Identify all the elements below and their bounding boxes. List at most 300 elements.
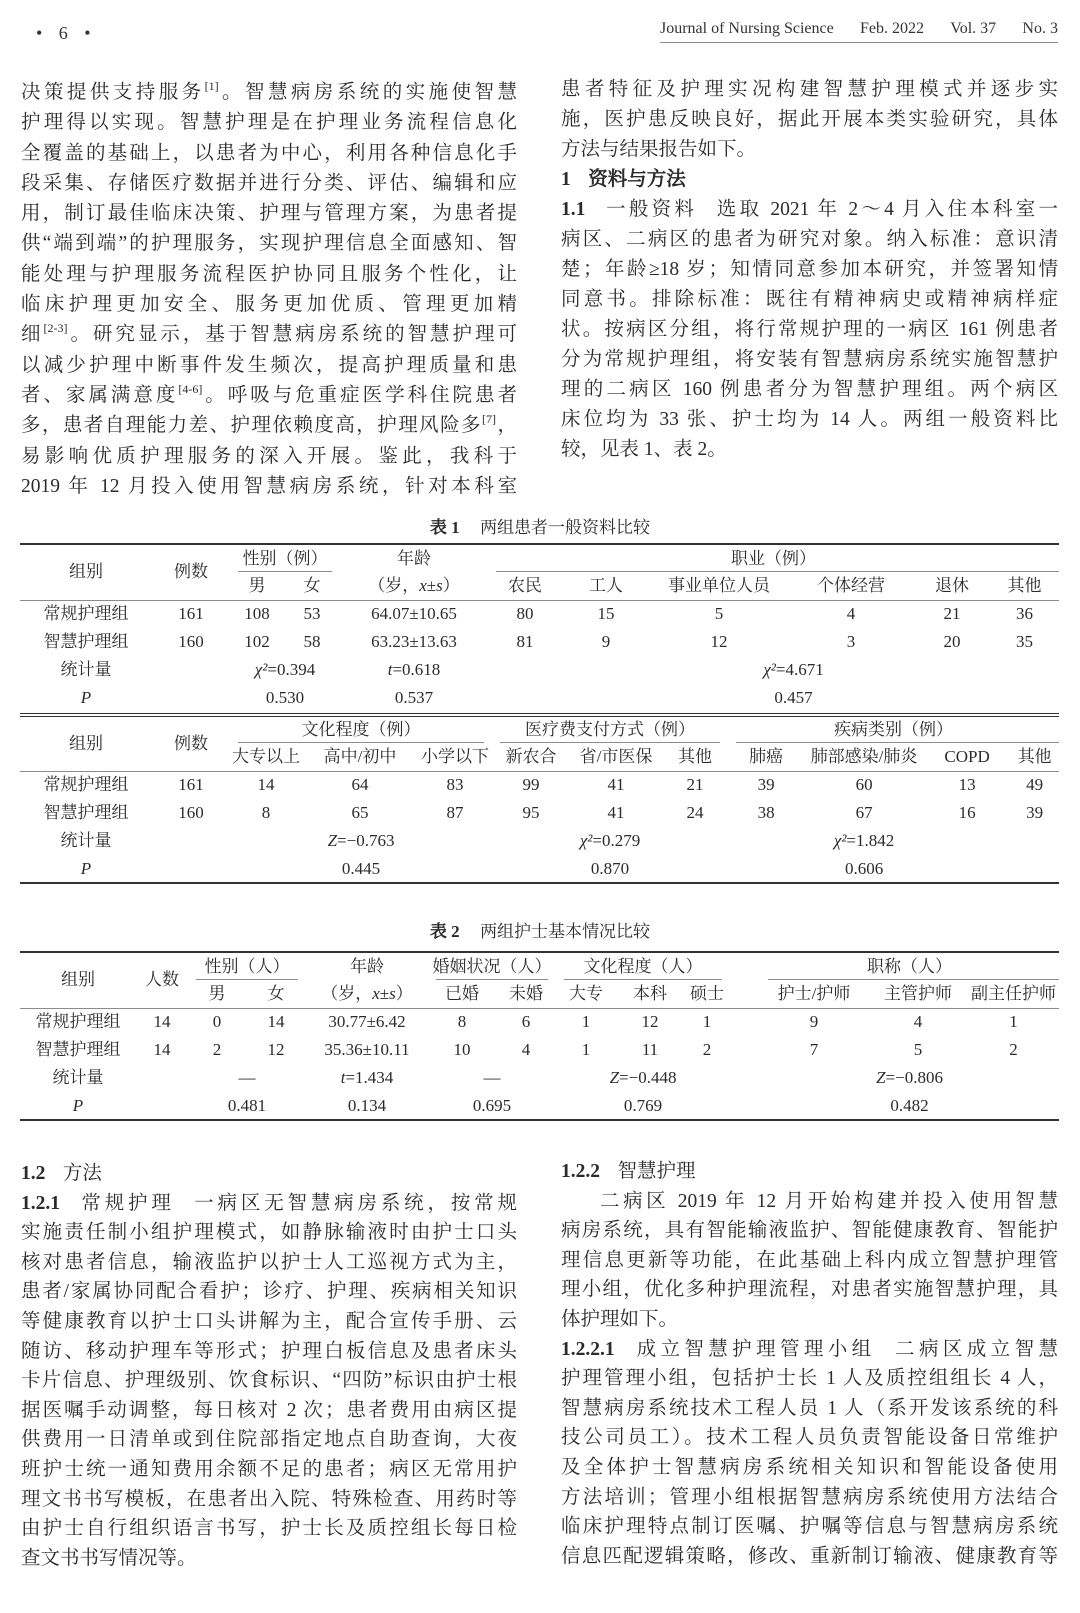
cell-p-age: 0.134: [347, 1095, 387, 1115]
cell-occupation: 5: [714, 604, 724, 624]
text-line: 等健康教育以护士口头讲解为主，配合宣传手册、云: [21, 1310, 517, 1332]
text-line: 理文书书写模板，在患者出入院、特殊检查、用药时等: [21, 1488, 517, 1510]
cell-count: 160: [178, 632, 204, 651]
text-line: 患者特征及护理实况构建智慧护理模式并逐步实: [561, 79, 1058, 100]
header-row: [20, 715, 1059, 743]
cell-group: 常规护理组: [35, 1012, 121, 1032]
section-number: 1.1: [561, 199, 586, 220]
cell-occupation: 35: [1016, 632, 1034, 651]
col-header-sex: 性别（例）: [230, 544, 340, 572]
col-header-marital: 婚姻状况（人）: [428, 952, 556, 980]
stat-value: =−0.448: [619, 1068, 677, 1087]
col-header-associate-chief-nurse: 副主任护师: [968, 980, 1059, 1008]
section-number: 1.2.2.1: [561, 1338, 615, 1360]
text-line: 随访、移动护理车等形式；护理白板信息及患者床头: [21, 1340, 517, 1362]
stat-symbol: χ²: [579, 831, 593, 850]
cell-disease: 38: [757, 803, 775, 822]
subsection-line: [561, 195, 1058, 225]
text-line: 2019 年 12 月投入使用智慧病房系统，针对本科室: [21, 475, 517, 497]
citation-ref: [7]: [482, 412, 497, 427]
spacer-cell: [730, 952, 760, 1008]
stat-symbol: Z: [876, 1068, 886, 1087]
cell-p-label: P: [80, 688, 92, 707]
cell-p-age: 0.537: [394, 688, 434, 707]
text-line: [21, 411, 517, 441]
cell-occupation: 9: [601, 632, 611, 651]
stat-value: =1.434: [345, 1068, 394, 1087]
table1-caption: [0, 517, 1080, 539]
section-title: 一般资料: [602, 199, 698, 220]
cell-payment: 24: [686, 803, 704, 822]
table-title: 两组护士基本情况比较: [480, 922, 651, 941]
cell-occupation: 81: [516, 632, 534, 651]
text-line: 及全体护士智慧病房系统相关知识和智能设备使用: [561, 1456, 1058, 1478]
text-line: 临床护理特点制订医嘱、护嘱等信息与智慧病房系统: [561, 1516, 1058, 1538]
text-segment: 一病区无智慧病房系统，按常规: [194, 1192, 517, 1214]
cell-education: 2: [702, 1040, 712, 1059]
col-header-junior-college: 大专: [556, 980, 616, 1008]
cell-age: 35.36±10.11: [324, 1040, 410, 1059]
cell-p-label: P: [72, 1095, 84, 1115]
cell-female: 58: [303, 632, 321, 651]
stat-value: =0.279: [592, 831, 641, 850]
text-line: 护理管理小组，包括护士长 1 人及质控组组长 4 人，: [561, 1368, 1058, 1390]
stat-symbol: t: [387, 660, 393, 679]
spacer-cell: [730, 1036, 760, 1064]
text-line: 技公司员工）。技术工程人员负责智能设备日常维护: [561, 1427, 1058, 1449]
stat-symbol: χ²: [833, 831, 847, 850]
empty-cell: [924, 827, 1010, 855]
cell-age: 64.07±10.65: [371, 604, 457, 624]
col-header-group: 组别: [20, 544, 152, 600]
text-segment: 。呼吸与危重症医学科住院患者: [202, 384, 517, 406]
text-line: 供费用一日清单或到住院部指定地点自助查询，大夜: [21, 1429, 517, 1451]
text-segment: 细: [21, 324, 44, 346]
cell-education: 1: [581, 1040, 591, 1059]
cell-payment: 41: [607, 775, 625, 795]
cell-stat-sex: [188, 1064, 306, 1092]
table-row: [20, 1008, 1059, 1036]
cell-education: 1: [702, 1012, 712, 1032]
running-header: [660, 16, 1058, 43]
cell-stat-age: [306, 1064, 428, 1092]
cell-occupation: 4: [846, 604, 856, 624]
plus-minus: ±: [379, 983, 390, 1003]
col-header-group: 组别: [20, 715, 152, 771]
cell-disease: 16: [958, 803, 976, 822]
journal-name: Journal of Nursing Science: [660, 20, 834, 37]
statistic-row: [20, 827, 1059, 855]
text-line: 核对患者信息，输液监护以护士人工巡视方式为主，: [21, 1251, 517, 1273]
text-segment: 二病区成立智慧: [895, 1338, 1058, 1360]
text-line: 临床护理更加安全、服务更加优质、管理更加精: [21, 294, 517, 316]
text-line: 病房系统，具有智能输液监护、智能健康教育、智能护: [561, 1220, 1058, 1242]
col-header-master: 硕士: [684, 980, 730, 1008]
cell-education: 87: [446, 803, 464, 822]
cell-stat-marital: [428, 1064, 556, 1092]
text-line: 理信息更新等功能，在此基础上科内成立智慧护理管: [561, 1249, 1058, 1271]
text-line: 护理得以实现。智慧护理是在护理业务流程信息化: [21, 112, 517, 134]
issue-date: Feb. 2022: [859, 20, 924, 37]
text-line: 方法培训；管理小组根据智慧病房系统使用方法结合: [561, 1486, 1058, 1508]
intro-left-column: [21, 78, 517, 502]
header-row: [20, 544, 1059, 572]
col-header-medical-insurance: 省/市医保: [570, 743, 662, 771]
citation-ref: [2-3]: [43, 321, 68, 336]
cell-stat-disease: [804, 827, 924, 855]
empty-cell: [1010, 827, 1059, 855]
citation-ref: [4-6]: [178, 381, 203, 396]
text-line: [21, 320, 517, 350]
cell-married: 8: [457, 1012, 467, 1032]
text-line: 楚；年龄≥18 岁；知情同意参加本研究，并签署知情: [561, 259, 1058, 280]
cell-group: 常规护理组: [43, 604, 129, 624]
cell-rank: 1: [1009, 1012, 1018, 1032]
col-header-institution-staff: 事业单位人员: [650, 572, 788, 600]
statistic-row: [20, 656, 1059, 684]
cell-p-label: P: [80, 858, 92, 878]
table-row: [20, 1036, 1059, 1064]
col-header-copd: COPD: [924, 743, 1010, 771]
stat-value: —: [238, 1068, 256, 1087]
col-header-education: 文化程度（人）: [556, 952, 730, 980]
mean-symbol: x: [372, 983, 380, 1003]
table-row: [20, 771, 1059, 799]
section-title: 常规护理: [77, 1192, 175, 1214]
cell-payment: 21: [686, 775, 704, 795]
table-label: 表 1: [429, 518, 460, 537]
table1-part1: [20, 543, 1059, 712]
cell-education: 1: [581, 1012, 591, 1032]
text-line: 较，见表 1、表 2。: [561, 439, 727, 460]
text-segment: ，: [496, 415, 517, 437]
text-segment: 。智慧病房系统的实施使智慧: [218, 82, 517, 103]
col-header-other: 其他: [990, 572, 1059, 600]
cell-disease: 39: [1026, 803, 1044, 822]
section-title: 成立智慧护理管理小组: [632, 1338, 876, 1360]
text-line: 能处理与护理服务流程医护协同且服务个性化，让: [21, 263, 517, 285]
cell-stat-label: 统计量: [60, 831, 112, 850]
cell-disease: 60: [855, 775, 873, 795]
sd-symbol: s: [389, 983, 396, 1003]
stat-value: =−0.763: [337, 831, 395, 850]
cell-p-payment: 0.870: [590, 858, 630, 878]
text-segment: 选取 2021 年 2～4 月入住本科室一: [716, 199, 1058, 220]
cell-payment: 99: [522, 775, 540, 795]
col-header-payment: 医疗费支付方式（例）: [492, 715, 728, 743]
cell-education: 65: [351, 803, 369, 822]
empty-cell: [136, 1092, 188, 1120]
cell-stat-age: [340, 656, 488, 684]
cell-female: 14: [267, 1012, 285, 1032]
cell-unmarried: 6: [521, 1012, 531, 1032]
cell-count: 161: [178, 775, 204, 795]
text-line: 查文书书写情况等。: [21, 1547, 197, 1569]
p-value-row: [20, 684, 1059, 712]
text-line: 卡片信息、护理级别、饮食标识、“四防”标识由护士根: [21, 1370, 517, 1392]
text-line: 供“端到端”的护理服务，实现护理信息全面感知、智: [21, 233, 517, 255]
col-header-payment-other: 其他: [662, 743, 728, 771]
cell-p-sex: 0.530: [265, 688, 305, 707]
text-line: [21, 381, 517, 411]
empty-cell: [924, 855, 1010, 883]
stat-symbol: χ²: [254, 660, 268, 679]
age-unit-text: （岁，: [321, 983, 373, 1003]
text-line: 方法与结果报告如下。: [561, 139, 757, 160]
stat-value: =0.618: [392, 660, 441, 679]
methods-right-column: [561, 1157, 1058, 1571]
cell-group: 智慧护理组: [35, 1040, 121, 1059]
cell-stat-rank: [760, 1064, 1059, 1092]
cell-payment: 95: [522, 803, 540, 822]
stat-symbol: Z: [327, 831, 338, 850]
cell-unmarried: 4: [521, 1040, 531, 1059]
cell-disease: 39: [757, 775, 775, 795]
cell-stat-sex: [230, 656, 340, 684]
cell-stat-education: [230, 827, 492, 855]
text-segment: 多，患者自理能力差、护理依赖度高，护理风险多: [21, 415, 483, 437]
text-line: 据医嘱手动调整，每日核对 2 次；患者费用由病区提: [21, 1399, 517, 1421]
cell-male: 108: [244, 604, 270, 624]
sd-symbol: s: [436, 575, 443, 595]
cell-education: 14: [257, 775, 275, 795]
cell-male: 102: [244, 632, 270, 651]
text-line: 智慧病房系统技术工程人员 1 人（系开发该系统的科: [561, 1397, 1058, 1419]
stat-symbol: t: [340, 1068, 346, 1087]
col-header-male: 男: [230, 572, 284, 600]
col-header-occupation: 职业（例）: [488, 544, 1059, 572]
cell-p-rank: 0.482: [890, 1095, 929, 1115]
table-row: [20, 799, 1059, 827]
cell-p-disease: 0.606: [844, 858, 884, 878]
spacer-cell: [730, 1008, 760, 1036]
cell-count: 14: [153, 1012, 171, 1032]
methods-left-column: [21, 1159, 517, 1573]
spacer-cell: [730, 1064, 760, 1092]
text-line: 状。按病区分组，将行常规护理的一病区 161 例患者: [561, 319, 1058, 340]
cell-group: 常规护理组: [43, 775, 129, 795]
col-header-college-above: 大专以上: [230, 743, 302, 771]
p-value-row: [20, 1092, 1059, 1120]
text-line: 信息匹配逻辑策略，修改、重新制订输液、健康教育等: [561, 1545, 1058, 1567]
citation-ref: [1]: [204, 79, 219, 93]
empty-cell: [1010, 855, 1059, 883]
subsection-line: [21, 1189, 517, 1219]
section-number: 1: [561, 169, 571, 190]
empty-cell: [728, 855, 804, 883]
spacer-cell: [730, 1092, 760, 1120]
col-header-age: 年龄: [397, 548, 431, 568]
col-header-married: 已婚: [428, 980, 496, 1008]
cell-male: 0: [212, 1012, 222, 1032]
col-header-primary-below: 小学以下: [418, 743, 492, 771]
cell-count: 160: [178, 803, 204, 822]
empty-cell: [152, 855, 230, 883]
text-line: 以减少护理中断事件发生频次，提高护理质量和患: [21, 354, 517, 376]
age-unit-text: （岁，: [368, 575, 420, 595]
cell-payment: 41: [607, 803, 625, 822]
mean-symbol: x: [419, 575, 427, 595]
cell-p-marital: 0.695: [472, 1095, 512, 1115]
text-line: 易影响优质护理服务的深入开展。鉴此，我科于: [21, 445, 517, 467]
text-line: 床位均为 33 张、护士均为 14 人。两组一般资料比: [561, 409, 1058, 430]
text-line: 施，医护患反映良好，据此开展本类实验研究，具体: [561, 109, 1058, 130]
cell-occupation: 3: [846, 632, 856, 651]
cell-p-occupation: 0.457: [774, 688, 813, 707]
empty-cell: [152, 684, 230, 712]
text-line: 理小组，优化多种护理流程，对患者实施智慧护理，具: [561, 1279, 1058, 1301]
cell-group: 智慧护理组: [43, 632, 129, 651]
col-header-nurse: 护士/护师: [760, 980, 868, 1008]
empty-cell: [136, 1064, 188, 1092]
table-row: [20, 600, 1059, 628]
col-header-female: 女: [284, 572, 340, 600]
cell-p-sex: 0.481: [227, 1095, 267, 1115]
col-header-count: 例数: [152, 544, 230, 600]
col-header-count: 例数: [152, 715, 230, 771]
table-title: 两组患者一般资料比较: [480, 518, 651, 537]
text-line: 同意书。排除标准：既往有精神病史或精神病样症: [561, 289, 1058, 310]
col-header-age-unit: [306, 980, 428, 1008]
cell-education: 11: [641, 1040, 659, 1059]
cell-occupation: 36: [1016, 604, 1034, 624]
section-title: 方法: [62, 1163, 102, 1184]
cell-occupation: 21: [943, 604, 961, 624]
stat-value: —: [483, 1068, 501, 1087]
col-header-male: 男: [188, 980, 246, 1008]
stat-value: =−0.806: [885, 1068, 943, 1087]
table2-caption: [0, 921, 1080, 943]
page-number: • 6 •: [36, 23, 91, 43]
p-value-row: [20, 855, 1059, 883]
col-header-bachelor: 本科: [616, 980, 684, 1008]
text-line: 体护理如下。: [561, 1308, 679, 1330]
cell-p-education: 0.445: [341, 858, 381, 878]
text-line: 理的二病区 160 例患者分为智慧护理组。两个病区: [561, 379, 1058, 400]
cell-group: 智慧护理组: [43, 803, 129, 822]
intro-right-column: [561, 75, 1058, 465]
section-heading: [561, 165, 1058, 195]
section-number: 1.2.2: [561, 1161, 600, 1182]
subsection-line: [561, 1335, 1058, 1365]
cell-rank: 9: [809, 1012, 819, 1032]
cell-education: 8: [261, 803, 271, 822]
cell-rank: 2: [1009, 1040, 1018, 1059]
stat-value: =1.842: [846, 831, 895, 850]
cell-rank: 5: [913, 1040, 923, 1059]
text-line: 病区、二病区的患者为研究对象。纳入标准：意识清: [561, 229, 1058, 250]
cell-disease: 13: [958, 775, 976, 795]
col-header-count: 人数: [136, 952, 188, 1008]
table1-part2: [20, 713, 1059, 884]
plus-minus: ±: [426, 575, 437, 595]
text-segment: 决策提供支持服务: [21, 82, 205, 103]
col-header-worker: 工人: [562, 572, 650, 600]
col-header-supervisor-nurse: 主管护师: [868, 980, 968, 1008]
cell-age: 30.77±6.42: [328, 1012, 406, 1032]
table-row: [20, 628, 1059, 656]
col-header-self-employed: 个体经营: [788, 572, 914, 600]
text-line: [21, 78, 517, 108]
col-header-group: 组别: [20, 952, 136, 1008]
col-header-farmer: 农民: [488, 572, 562, 600]
text-line: 段采集、存储医疗数据并进行分类、评估、编辑和应: [21, 172, 517, 194]
volume: Vol. 37: [950, 20, 997, 37]
cell-occupation: 15: [597, 604, 615, 624]
table2: [20, 951, 1059, 1121]
stat-value: =0.394: [267, 660, 316, 679]
cell-age: 63.23±13.63: [371, 632, 457, 651]
text-line: 班护士统一通知费用余额不足的患者；病区无常用护: [21, 1458, 517, 1480]
cell-occupation: 80: [516, 604, 534, 624]
section-title: 资料与方法: [588, 169, 686, 190]
text-line: 患者/家属协同配合看护；诊疗、护理、疾病相关知识: [21, 1281, 517, 1303]
col-header-ncms: 新农合: [492, 743, 570, 771]
text-line: 由护士自行组织语言书写，护士长及质控组长每日检: [21, 1518, 517, 1540]
col-header-sex: 性别（人）: [188, 952, 306, 980]
cell-rank: 7: [809, 1040, 819, 1059]
cell-count: 14: [153, 1040, 171, 1059]
cell-education: 83: [446, 775, 464, 795]
section-number: 1.2: [21, 1163, 46, 1184]
col-header-high-middle-school: 高中/初中: [302, 743, 418, 771]
text-line: 实施责任制小组护理模式，如静脉输液时由护士口头: [21, 1222, 517, 1244]
col-header-education: 文化程度（例）: [230, 715, 492, 743]
text-segment: 。研究显示，基于智慧病房系统的智慧护理可: [67, 324, 517, 346]
text-segment: 者、家属满意度: [21, 384, 179, 406]
cell-education: 64: [351, 775, 369, 795]
section-heading: [561, 1157, 1058, 1187]
cell-stat-label: 统计量: [60, 660, 112, 679]
cell-p-education: 0.769: [623, 1095, 663, 1115]
age-unit-text: ）: [395, 983, 413, 1003]
col-header-lung-cancer: 肺癌: [728, 743, 804, 771]
stat-value: =4.671: [775, 660, 824, 679]
text-line: 全覆盖的基础上，以患者为中心，利用各种信息化手: [21, 142, 517, 164]
section-heading: [21, 1159, 517, 1189]
stat-symbol: Z: [609, 1068, 620, 1087]
cell-stat-education: [556, 1064, 730, 1092]
section-title: 智慧护理: [617, 1161, 696, 1182]
cell-disease: 67: [855, 803, 873, 822]
cell-stat-label: 统计量: [52, 1068, 104, 1087]
cell-stat-occupation: [488, 656, 1059, 684]
cell-education: 12: [641, 1012, 659, 1032]
cell-occupation: 20: [943, 632, 961, 651]
statistic-row: [20, 1064, 1059, 1092]
cell-female: 53: [303, 604, 321, 624]
cell-rank: 4: [913, 1012, 923, 1032]
empty-cell: [728, 827, 804, 855]
col-header-disease-other: 其他: [1010, 743, 1059, 771]
table-label: 表 2: [429, 922, 460, 941]
cell-count: 161: [178, 604, 204, 624]
text-line: 二病区 2019 年 12 月开始构建并投入使用智慧: [600, 1190, 1058, 1212]
col-header-age: 年龄: [350, 956, 384, 976]
age-unit-text: ）: [442, 575, 460, 595]
section-number: 1.2.1: [21, 1192, 60, 1214]
issue-number: No. 3: [1022, 20, 1058, 37]
cell-married: 10: [453, 1040, 471, 1059]
col-header-disease: 疾病类别（例）: [728, 715, 1059, 743]
empty-cell: [152, 827, 230, 855]
col-header-female: 女: [246, 980, 306, 1008]
empty-cell: [152, 656, 230, 684]
text-line: 用，制订最佳临床决策、护理与管理方案，为患者提: [21, 203, 517, 225]
cell-disease: 49: [1026, 775, 1044, 795]
header-row: [20, 952, 1059, 980]
col-header-retired: 退休: [914, 572, 990, 600]
